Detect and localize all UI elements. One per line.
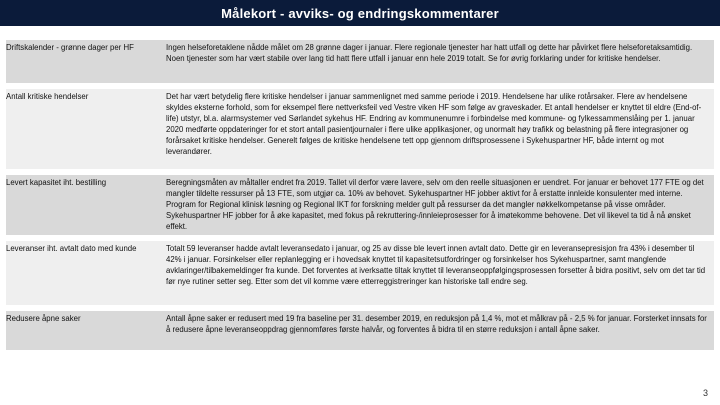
page-number: 3	[702, 388, 708, 398]
row-label: Driftskalender - grønne dager per HF	[6, 40, 158, 86]
table-row	[6, 40, 714, 86]
row-label: Redusere åpne saker	[6, 308, 158, 350]
row-comment: Det har vært betydelig flere kritiske hendelser i januar sammenlignet med samme periode i 2019. Hendelsene har ulike rotårsaker. Flere av hendelsene skyldes eksterne forhold, som for eksempel flere nettverksfeil ved Vestre viken HF som følge av graveskader. Et antall hendelser er knyttet til eldre (End-of-life) utstyr, bl.a. alarmsystemer ved Sørlandet sykehus HF. Endring av kommunenumre i forbindelse med kommune- og fylkessammenslåing per 1. januar 2020 medførte oppdateringer for et stort antall pasientjournaler i flere ulike applikasjoner, og unormalt høy trafikk og belastning på flere integrasjoner og forårsaket kritiske hendelser. Generelt følges de kritiske hendelsene tett opp gjennom driftsprosessene i Sykehuspartner HF, både internt og mot leverandører.	[158, 86, 714, 172]
row-comment: Totalt 59 leveranser hadde avtalt leveransedato i januar, og 25 av disse ble levert innen avtalt dato. Dette gir en leveransepresisjon fra 43% i desember til 42% i januar. Forsinkelser eller replanlegging er i hovedsak knyttet til kapasitetsutfordringer og forsinkelser hos Sykehuspartner, samt manglende avklaringer/tilbakemeldinger fra kunde. Det forventes at iverksatte tiltak knyttet til leveranseoppfølgingsprosessen forsetter å bidra positivt, selv om det tar tid før nye rutiner setter seg. Etter som det vil komme være etterreggistreringer kan historiske tall endre seg.	[158, 238, 714, 308]
row-comment: Ingen helseforetaklene nådde målet om 28 grønne dager i januar. Flere regionale tjenester har hatt utfall og dette har påvirket flere helseforetaksamtidig. Noen tjenester som har vært stabile over lang tid hatt flere utfall i januar enn hele 2019 totalt. Se for øvrig forklaring under for kritiske hendelser.	[158, 40, 714, 86]
title-bar	[0, 0, 720, 26]
scorecard-table	[6, 40, 714, 350]
table-row	[6, 238, 714, 308]
table-row	[6, 172, 714, 238]
table-row	[6, 308, 714, 350]
page-title: Målekort - avviks- og endringskommentarer	[221, 5, 499, 21]
row-label: Antall kritiske hendelser	[6, 86, 158, 172]
row-label: Levert kapasitet iht. bestilling	[6, 172, 158, 238]
row-label: Leveranser iht. avtalt dato med kunde	[6, 238, 158, 308]
table-row	[6, 86, 714, 172]
row-comment: Beregningsmåten av måltaller endret fra 2019. Tallet vil derfor være lavere, selv om den reelle situasjonen er uendret. For januar er behovet 177 FTE og det mangler tildelte ressurser på 13 FTE, som utgjør ca. 10% av behovet. Sykehuspartner HF jobber aktivt for å erstatte innleide konsulenter med interne. Program for Regional klinisk løsning og Regional IKT for forskning melder gult på ressurser da det mangler nøkkelkompetanse på visse områder. Sykehuspartner HF jobber for å øke kapasitet, med fokus på rekruttering-/innleieprosesser for å imøtekomme behovene. Det vil likevel ta tid å nå ønsket effekt.	[158, 172, 714, 238]
row-comment: Antall åpne saker er redusert med 19 fra baseline per 31. desember 2019, en reduksjon på 1,4 %, mot et målkrav på - 2,5 % for januar. Forsterket innsats for å redusere åpne leveranseoppdrag gjennomføres første halvår, og forventes å bidra til en større reduksjon i antall åpne saker.	[158, 308, 714, 350]
